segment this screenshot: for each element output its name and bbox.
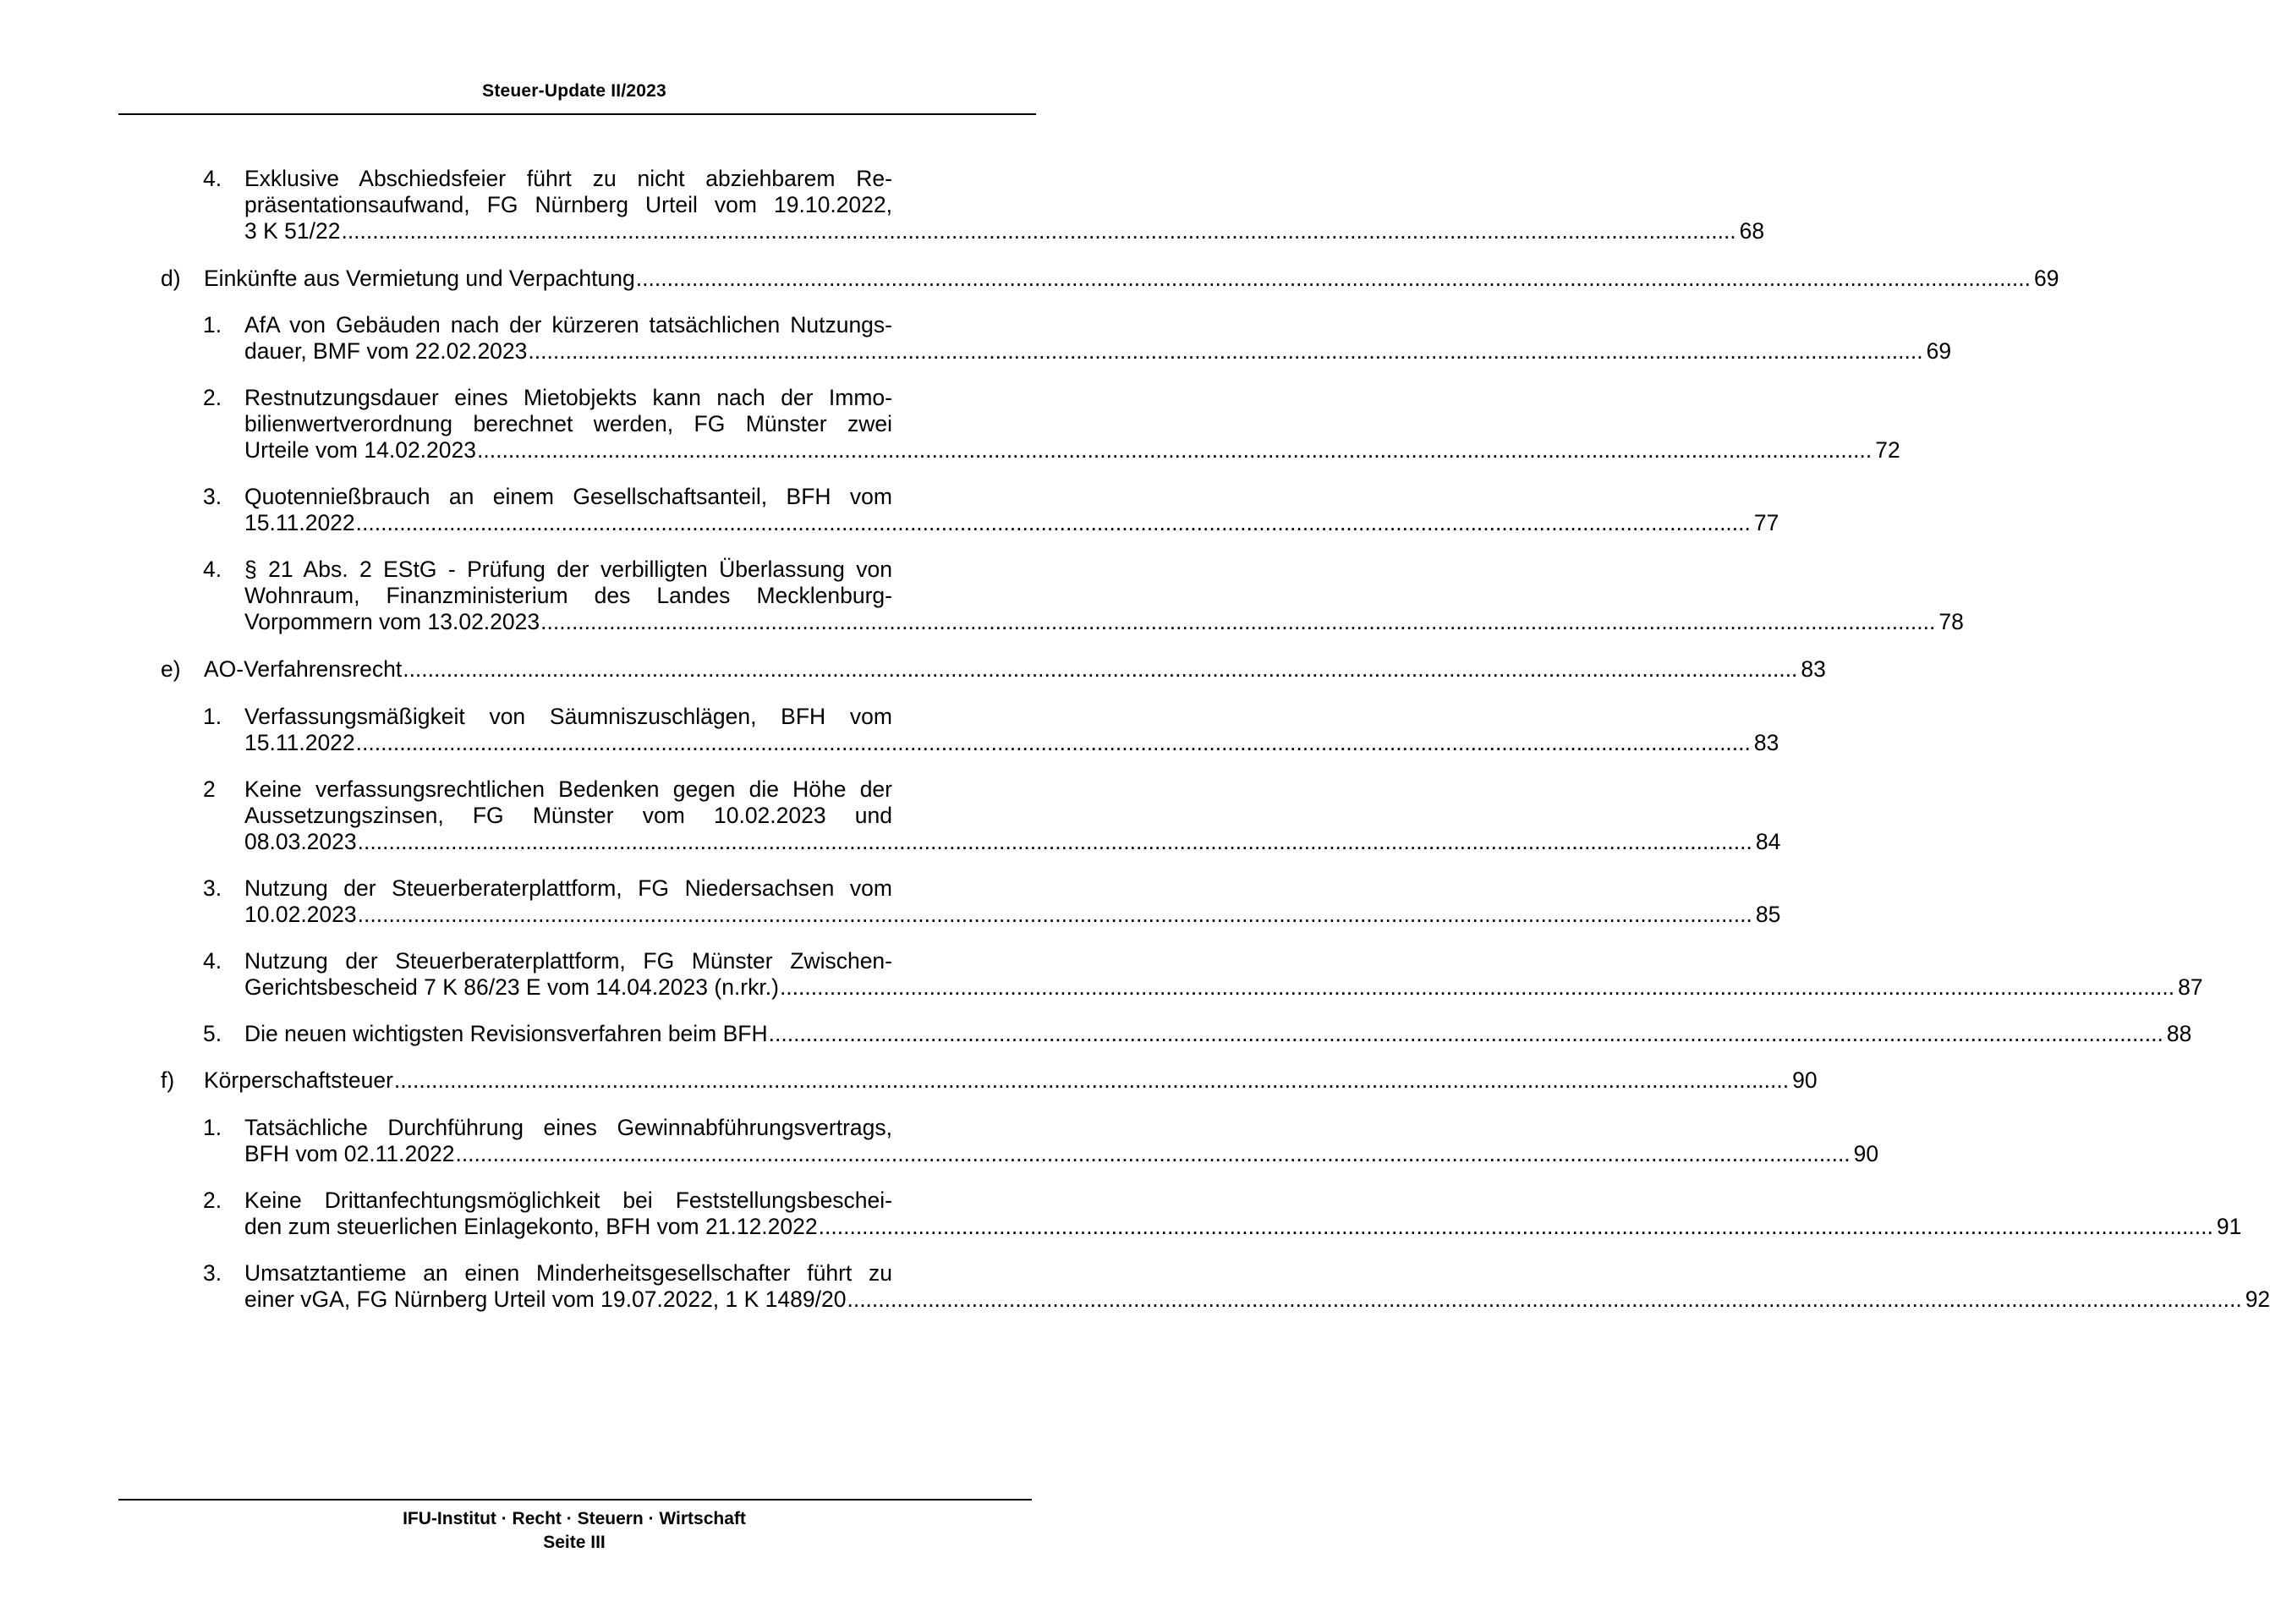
toc-page-number: 87 [2178,974,2203,1000]
toc-page-number: 72 [1875,437,1900,463]
toc-entry-text-line: BFH vom 02.11.2022 [244,1141,455,1166]
toc-entry-number: 4. [203,948,222,974]
toc-entry-number: 1. [203,1115,222,1140]
toc-entry-text-line: Umsatztantieme an einen Minderheitsgesellschafter führt zu [244,1260,892,1286]
toc-page-number: 92 [2245,1287,2270,1312]
toc-entry-number: 3. [203,1260,222,1286]
toc-entry-number: 4. [203,166,222,191]
toc-section-title: Körperschaftsteuer [204,1067,393,1093]
toc-entry-text-line: 10.02.2023 [244,902,357,927]
toc-page-number: 84 [1755,829,1781,854]
toc-section-letter: d) [161,266,181,291]
dot-leader: ................................................................................................................................................................................................................................ [477,437,1872,463]
toc-page-number: 83 [1801,656,1826,682]
toc-page-number: 69 [2033,266,2059,291]
toc-entry-text-line: Urteile vom 14.02.2023 [244,437,476,463]
footer-divider [118,1499,1032,1501]
dot-leader: ................................................................................................................................................................................................................................ [768,1021,2163,1046]
footer-page-number: Seite III [543,1533,606,1552]
toc-page-number: 91 [2216,1214,2242,1239]
toc-page-number: 69 [1926,338,1952,364]
dot-leader: ................................................................................................................................................................................................................................ [403,656,1798,682]
dot-leader: ................................................................................................................................................................................................................................ [357,829,1752,854]
toc-entry-text-line: Verfassungsmäßigkeit von Säumniszuschlägen, BFH vom [244,704,892,729]
toc-entry-text-line: Quotennießbrauch an einem Gesellschaftsanteil, BFH vom [244,484,892,509]
toc-entry-text-line: präsentationsaufwand, FG Nürnberg Urteil vom 19.10.2022, [244,192,892,217]
toc-page-number: 78 [1938,609,1964,634]
toc-entry-text-line: Nutzung der Steuerberaterplattform, FG Münster Zwischen- [244,948,892,974]
toc-entry-text-line: bilienwertverordnung berechnet werden, FG Münster zwei [244,411,892,436]
toc-entry-text-line: Nutzung der Steuerberaterplattform, FG Niedersachsen vom [244,875,892,901]
toc-entry-number: 2 [203,776,216,802]
header-divider [118,113,1036,115]
dot-leader: ................................................................................................................................................................................................................................ [635,266,2031,291]
toc-entry-number: 3. [203,875,222,901]
toc-entry-text-line: dauer, BMF vom 22.02.2023 [244,338,528,364]
toc-entry-text-line: Die neuen wichtigsten Revisionsverfahren beim BFH [244,1021,768,1046]
toc-entry-number: 5. [203,1021,222,1046]
toc-entry-number: 1. [203,312,222,337]
toc-page-number: 68 [1739,218,1765,244]
toc-entry-text-line: 08.03.2023 [244,829,357,854]
toc-entry-number: 2. [203,385,222,410]
toc-entry-text-line: Restnutzungsdauer eines Mietobjekts kann nach der Immo- [244,385,892,410]
toc-entry-number: 4. [203,557,222,582]
toc-entry-text-line: Wohnraum, Finanzministerium des Landes Mecklenburg- [244,583,892,608]
dot-leader: ................................................................................................................................................................................................................................ [355,510,1751,535]
dot-leader: ................................................................................................................................................................................................................................ [847,1287,2242,1312]
toc-page-number: 77 [1753,510,1779,535]
dot-leader: ................................................................................................................................................................................................................................ [455,1141,1851,1166]
dot-leader: ................................................................................................................................................................................................................................ [341,218,1736,244]
toc-section-letter: e) [161,656,181,682]
toc-entry-text-line: Keine verfassungsrechtlichen Bedenken gegen die Höhe der [244,776,892,802]
toc-entry-text-line: Tatsächliche Durchführung eines Gewinnabführungsvertrags, [244,1115,892,1140]
toc-entry-text-line: Aussetzungszinsen, FG Münster vom 10.02.2023 und [244,803,892,828]
toc-entry-text-line: den zum steuerlichen Einlagekonto, BFH vom 21.12.2022 [244,1214,818,1239]
toc-entry-number: 2. [203,1188,222,1213]
toc-entry-text-line: Gerichtsbescheid 7 K 86/23 E vom 14.04.2023 (n.rkr.) [244,974,779,1000]
dot-leader: ................................................................................................................................................................................................................................ [540,609,1936,634]
toc-entry-text-line: Vorpommern vom 13.02.2023 [244,609,540,634]
toc-section-title: Einkünfte aus Vermietung und Verpachtung [204,266,635,291]
toc-entry-text-line: 15.11.2022 [244,730,355,755]
toc-section-letter: f) [161,1067,175,1093]
dot-leader: ................................................................................................................................................................................................................................ [355,730,1751,755]
toc-entry-text-line: Keine Drittanfechtungsmöglichkeit bei Feststellungsbeschei- [244,1188,892,1213]
toc-page-number: 90 [1792,1067,1818,1093]
toc-entry-text-line: einer vGA, FG Nürnberg Urteil vom 19.07.2022, 1 K 1489/20 [244,1287,847,1312]
toc-section-title: AO-Verfahrensrecht [204,656,403,682]
toc-entry-text-line: 3 K 51/22 [244,218,341,244]
dot-leader: ................................................................................................................................................................................................................................ [357,902,1752,927]
toc-entry-text-line: AfA von Gebäuden nach der kürzeren tatsächlichen Nutzungs- [244,312,892,337]
toc-entry-number: 1. [203,704,222,729]
footer-institute: IFU-Institut · Recht · Steuern · Wirtschaft [403,1509,746,1528]
page-header-title: Steuer-Update II/2023 [482,81,666,101]
dot-leader: ................................................................................................................................................................................................................................ [818,1214,2213,1239]
toc-page-number: 83 [1753,730,1779,755]
dot-leader: ................................................................................................................................................................................................................................ [393,1067,1790,1093]
toc-entry-number: 3. [203,484,222,509]
dot-leader: ................................................................................................................................................................................................................................ [528,338,1923,364]
toc-page-number: 88 [2166,1021,2192,1046]
toc-page-number: 90 [1853,1141,1879,1166]
toc-entry-text-line: 15.11.2022 [244,510,355,535]
toc-page-number: 85 [1755,902,1781,927]
toc-entry-text-line: § 21 Abs. 2 EStG - Prüfung der verbilligten Überlassung von [244,557,892,582]
dot-leader: ................................................................................................................................................................................................................................ [779,974,2175,1000]
toc-entry-text-line: Exklusive Abschiedsfeier führt zu nicht abziehbarem Re- [244,166,892,191]
